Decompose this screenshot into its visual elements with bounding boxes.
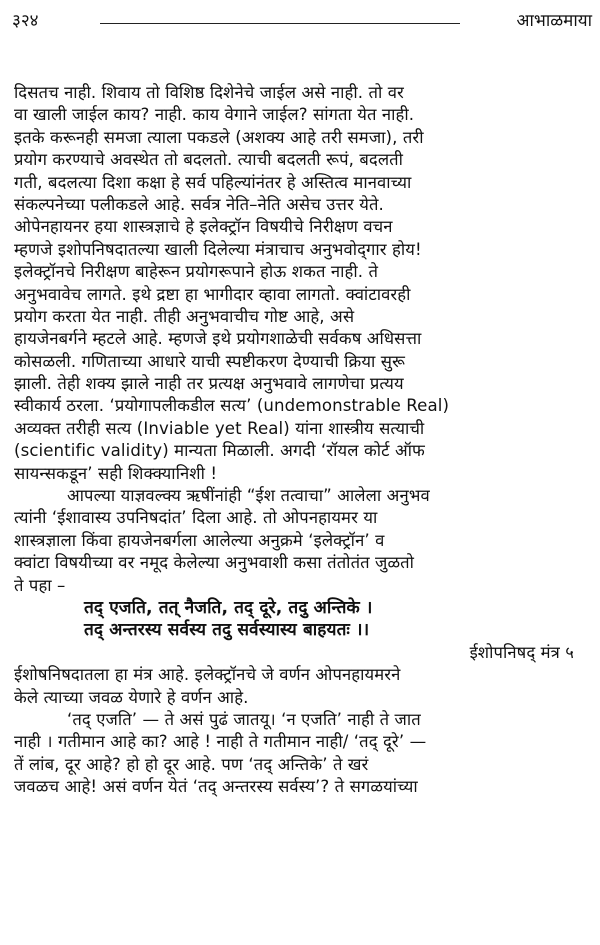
text-line: झाली. तेही शक्य झाले नाही तर प्रत्यक्ष अनुभवावे लागणेचा प्रत्यय bbox=[14, 374, 404, 394]
text-line: (scientific validity) मान्यता मिळाली. अगदी ‘रॉयल कोर्ट ऑफ bbox=[14, 441, 425, 461]
text-line: हायजेनबर्गने म्हटले आहे. म्हणजे इथे प्रयोगशाळेची सर्वकष अधिसत्ता bbox=[14, 329, 422, 349]
running-title: आभाळमाया bbox=[516, 11, 592, 31]
text-line: क्वांटा विषयीच्या वर नमूद केलेल्या अनुभवाशी कसा तंतोतंत जुळतो bbox=[14, 553, 415, 573]
text-line: प्रयोग करता येत नाही. तीही अनुभवाचीच गोष्ट आहे, असे bbox=[14, 306, 355, 326]
text-line: प्रयोग करण्याचे अवस्थेत तो बदलतो. त्याची बदलती रूपं, बदलती bbox=[14, 150, 404, 170]
text-line: वा खाली जाईल काय? नाही. काय वेगाने जाईल? सांगता येत नाही. bbox=[14, 105, 415, 125]
text-line: ओपेनहायनर हया शास्त्रज्ञाचे हे इलेक्ट्रॉन विषयीचे निरीक्षण वचन bbox=[14, 217, 393, 237]
text-line: तें लांब, दूर आहे? हो हो दूर आहे. पण ‘तद् अन्तिके’ ते खरं bbox=[14, 754, 369, 774]
text-line: सायन्सकडून’ सही शिक्क्यानिशी ! bbox=[14, 463, 218, 483]
mantra-line-2: तद् अन्तरस्य सर्वस्य तदु सर्वस्यास्य बाहयतः ।। bbox=[84, 620, 370, 641]
body-text bbox=[14, 82, 588, 799]
text-line: अव्यक्त तरीही सत्य (Inviable yet Real) यांना शास्त्रीय सत्याची bbox=[14, 418, 425, 438]
text-line: इलेक्ट्रॉनचे निरीक्षण बाहेरून प्रयोगरूपाने होऊ शकत नाही. ते bbox=[14, 262, 379, 282]
text-line: इतके करूनही समजा त्याला पकडले (अशक्य आहे तरी समजा), तरी bbox=[14, 127, 424, 147]
text-line: जवळच आहे! असं वर्णन येतं ‘तद् अन्तरस्य सर्वस्य’? ते सगळयांच्या bbox=[14, 777, 418, 797]
text-line: ईशोषनिषदातला हा मंत्र आहे. इलेक्ट्रॉनचे जे वर्णन ओपनहायमरने bbox=[14, 665, 401, 685]
text-line: कोसळली. गणिताच्या आधारे याची स्पष्टीकरण देण्याची क्रिया सुरू bbox=[14, 351, 406, 371]
paragraph-start-line: ‘तद् एजति’ — ते असं पुढं जातयू। ‘न एजति’ नाही ते जात bbox=[67, 709, 421, 729]
text-line: नाही । गतीमान आहे का? आहे ! नाही ते गतीमान नाही/ ‘तद् दूरे’ — bbox=[14, 732, 427, 752]
mantra-line-1: तद् एजति, तत् नैजति, तद् दूरे, तदु अन्तिके । bbox=[84, 597, 373, 618]
header-rule bbox=[100, 23, 460, 24]
text-line: ते पहा – bbox=[14, 575, 66, 595]
mantra-reference: ईशोपनिषद् मंत्र ५ bbox=[469, 642, 574, 662]
text-line: अनुभवावेच लागते. इथे द्रष्टा हा भागीदार व्हावा लागतो. क्वांटावरही bbox=[14, 284, 411, 304]
page-number: ३२४ bbox=[12, 11, 39, 31]
text-line: म्हणजे इशोपनिषदातल्या खाली दिलेल्या मंत्राचाच अनुभवोद्‌गार होय! bbox=[14, 239, 422, 259]
text-line: केले त्याच्या जवळ येणारे हे वर्णन आहे. bbox=[14, 687, 249, 707]
page-header bbox=[8, 8, 592, 34]
text-line: स्वीकार्य ठरला. ‘प्रयोगापलीकडील सत्य’ (undemonstrable Real) bbox=[14, 396, 450, 416]
text-line: त्यांनी ‘ईशावास्य उपनिषदांत’ दिला आहे. तो ओपनहायमर या bbox=[14, 508, 378, 528]
paragraph-start-line: आपल्या याज्ञवल्क्य ऋषींनांही “ईश तत्वाचा” आलेला अनुभव bbox=[67, 486, 430, 506]
text-line: गती, बदलत्या दिशा कक्षा हे सर्व पहिल्यांनंतर हे अस्तित्व मानवाच्या bbox=[14, 172, 412, 192]
text-line: शास्त्रज्ञाला किंवा हायजेनबर्गला आलेल्या अनुक्रमे ‘इलेक्ट्रॉन’ व bbox=[14, 530, 385, 550]
text-line: दिसतच नाही. शिवाय तो विशिष्ठ दिशेनेचे जाईल असे नाही. तो वर bbox=[14, 83, 404, 102]
text-line: संकल्पनेच्या पलीकडले आहे. सर्वत्र नेति–नेति असेच उत्तर येते. bbox=[14, 194, 384, 214]
